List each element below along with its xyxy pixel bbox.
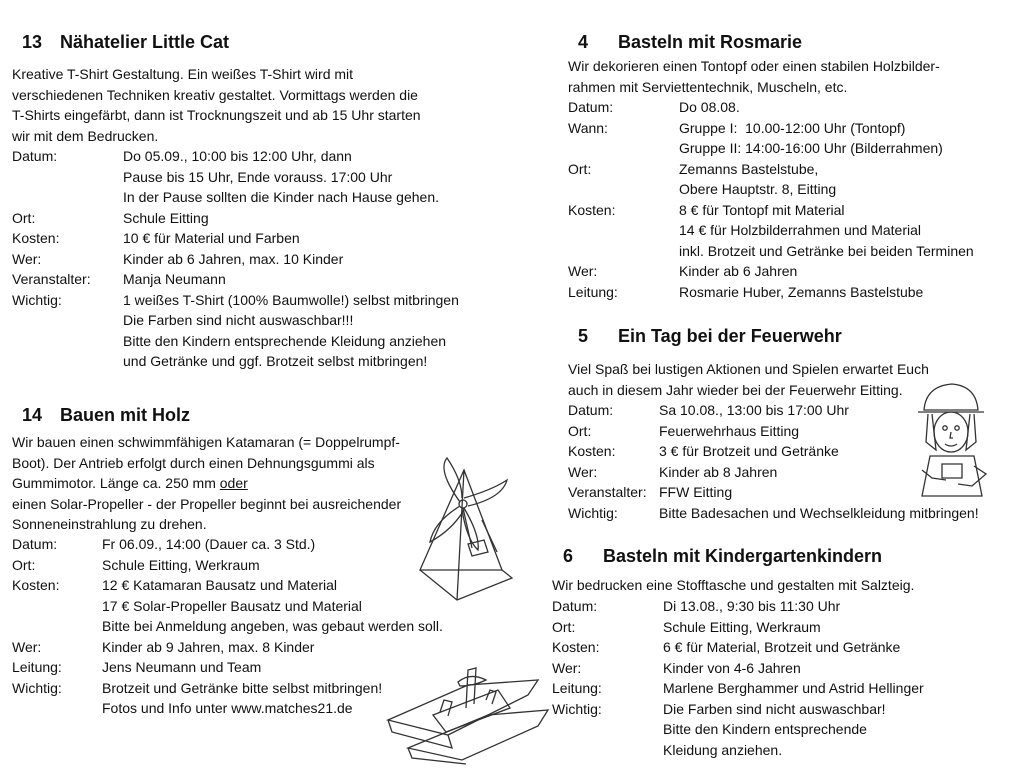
- section-6-title: Basteln mit Kindergartenkindern: [603, 546, 883, 566]
- section-6-details: [552, 596, 924, 760]
- detail-value: 10 € für Material und Farben: [123, 230, 300, 246]
- detail-value: 6 € für Material, Brotzeit und Getränke: [663, 639, 901, 655]
- solar-propeller-sketch: [412, 450, 522, 620]
- detail-label: Wer:: [12, 638, 42, 655]
- s14-detail-row: [12, 555, 443, 576]
- detail-value: Jens Neumann und Team: [102, 659, 262, 675]
- detail-label: Leitung:: [12, 659, 62, 675]
- detail-label: Wichtig:: [568, 504, 618, 521]
- detail-value: Schule Eitting, Werkraum: [663, 618, 821, 635]
- section-14-intro-part2: einen Solar-Propeller - der Propeller beginnt bei ausreichender Sonneneinstrahlung zu drehen.: [12, 495, 402, 532]
- detail-value: Brotzeit und Getränke bitte selbst mitbringen! Fotos und Info unter www.matches21.de: [102, 679, 383, 716]
- section-14-title: Bauen mit Holz: [60, 405, 191, 425]
- section-14-intro-underlined: oder: [219, 475, 248, 491]
- section-14-heading: [22, 405, 190, 426]
- detail-value: Gruppe I: 10.00-12:00 Uhr (Tontopf) Gruppe II: 14:00-16:00 Uhr (Bilderrahmen): [679, 119, 943, 156]
- section-14-intro: [12, 432, 401, 535]
- s4-detail-row: [568, 159, 974, 200]
- detail-label: Wichtig:: [12, 679, 62, 696]
- detail-value: Sa 10.08., 13:00 bis 17:00 Uhr: [659, 402, 849, 418]
- detail-label: Datum:: [12, 148, 58, 164]
- section-5-title: Ein Tag bei der Feuerwehr: [618, 326, 842, 346]
- section-6-intro: Wir bedrucken eine Stofftasche und gestalten mit Salzteig.: [552, 577, 915, 593]
- s14-detail-row: [12, 534, 443, 555]
- detail-value: Kinder ab 6 Jahren, max. 10 Kinder: [123, 250, 344, 267]
- detail-value: Schule Eitting, Werkraum: [102, 556, 260, 573]
- detail-value: Do 05.09., 10:00 bis 12:00 Uhr, dann Pause bis 15 Uhr, Ende vorauss. 17:00 Uhr In der Pause sollten die Kinder nach Hause gehen.: [123, 148, 439, 205]
- section-4-details: [568, 97, 974, 302]
- detail-label: Kosten:: [12, 577, 60, 593]
- detail-value: 1 weißes T-Shirt (100% Baumwolle!) selbst mitbringen Die Farben sind nicht auswaschbar!!! Bitte den Kindern entsprechende Kleidung anziehen und Getränke und ggf. Brotzeit selbst mitbringen!: [123, 291, 459, 369]
- detail-label: Kosten:: [552, 639, 600, 655]
- s13-detail-row: [12, 146, 459, 208]
- s13-detail-row: [12, 228, 459, 249]
- section-4-heading: [578, 32, 802, 53]
- s4-detail-row: [568, 118, 974, 159]
- s13-detail-row: [12, 290, 459, 372]
- detail-value: Rosmarie Huber, Zemanns Bastelstube: [679, 283, 924, 300]
- detail-label: Leitung:: [568, 283, 618, 300]
- detail-label: Veranstalter:: [568, 484, 647, 500]
- section-4-title: Basteln mit Rosmarie: [618, 32, 803, 52]
- section-5-heading: [578, 326, 842, 347]
- s6-detail-row: [552, 596, 924, 617]
- detail-value: Bitte Badesachen und Wechselkleidung mitbringen!: [659, 504, 979, 521]
- section-5-number: 5: [578, 326, 589, 346]
- detail-value: 12 € Katamaran Bausatz und Material 17 € Solar-Propeller Bausatz und Material Bitte bei Anmeldung angeben, was gebaut werden soll.: [102, 577, 443, 634]
- detail-label: Wichtig:: [12, 291, 62, 308]
- detail-label: Datum:: [568, 99, 614, 115]
- detail-label: Veranstalter:: [12, 271, 91, 287]
- s13-detail-row: [12, 249, 459, 270]
- detail-label: Ort:: [12, 209, 36, 226]
- detail-label: Wer:: [568, 263, 598, 279]
- detail-label: Datum:: [552, 598, 598, 614]
- detail-value: Feuerwehrhaus Eitting: [659, 422, 800, 439]
- detail-value: Zemanns Bastelstube, Obere Hauptstr. 8, Eitting: [679, 160, 837, 197]
- detail-label: Kosten:: [12, 230, 60, 246]
- section-4-intro: Wir dekorieren einen Tontopf oder einen stabilen Holzbilder- rahmen mit Serviettentechnik, Muscheln, etc.: [568, 58, 940, 95]
- section-4-number: 4: [578, 32, 589, 52]
- detail-value: Do 08.08.: [679, 99, 740, 115]
- detail-label: Ort:: [12, 556, 36, 573]
- s4-detail-row: [568, 282, 974, 303]
- detail-label: Wichtig:: [552, 700, 602, 717]
- section-6-number: 6: [563, 546, 574, 566]
- section-14-intro-part1: Wir bauen einen schwimmfähigen Katamaran (= Doppelrumpf- Boot). Der Antrieb erfolgt durch einen Dehnungsgummi als Gummimotor. Länge ca. 250 mm: [12, 434, 400, 491]
- s14-detail-row: [12, 637, 443, 658]
- detail-label: Kosten:: [568, 443, 616, 459]
- detail-value: Fr 06.09., 14:00 (Dauer ca. 3 Std.): [102, 536, 316, 552]
- section-13-heading: [22, 32, 229, 53]
- section-5-intro: Viel Spaß bei lustigen Aktionen und Spielen erwartet Euch auch in diesem Jahr wieder bei der Feuerwehr Eitting.: [568, 361, 929, 398]
- s6-detail-row: [552, 699, 924, 761]
- detail-label: Datum:: [12, 536, 58, 552]
- firefighter-sketch: [912, 378, 992, 508]
- detail-label: Wer:: [12, 250, 42, 267]
- detail-value: Manja Neumann: [123, 271, 226, 287]
- detail-label: Wer:: [568, 463, 598, 480]
- detail-label: Ort:: [568, 422, 592, 439]
- section-6-heading: [563, 546, 882, 567]
- detail-label: Ort:: [552, 618, 576, 635]
- detail-label: Wer:: [552, 659, 582, 676]
- detail-value: FFW Eitting: [659, 484, 733, 500]
- detail-value: Die Farben sind nicht auswaschbar! Bitte den Kindern entsprechende Kleidung anziehen.: [663, 700, 886, 758]
- section-13-intro: Kreative T-Shirt Gestaltung. Ein weißes T-Shirt wird mit verschiedenen Techniken kreativ gestaltet. Vormittags werden die T-Shirts eingefärbt, dann ist Trocknungszeit und ab 15 Uhr starten wir mit dem Bedrucken.: [12, 66, 421, 144]
- detail-value: Kinder ab 6 Jahren: [679, 263, 798, 279]
- detail-value: 8 € für Tontopf mit Material 14 € für Holzbilderrahmen und Material inkl. Brotzeit und Getränke bei beiden Terminen: [679, 201, 974, 259]
- detail-value: Di 13.08., 9:30 bis 11:30 Uhr: [663, 598, 841, 614]
- s13-detail-row: [12, 269, 459, 290]
- section-14-number: 14: [22, 405, 43, 425]
- s4-detail-row: [568, 261, 974, 282]
- detail-label: Datum:: [568, 402, 614, 418]
- s4-detail-row: [568, 97, 974, 118]
- s6-detail-row: [552, 637, 924, 658]
- detail-label: Ort:: [568, 160, 592, 177]
- catamaran-sketch: [378, 660, 553, 765]
- detail-value: Kinder ab 8 Jahren: [659, 463, 778, 480]
- detail-value: Kinder ab 9 Jahren, max. 8 Kinder: [102, 638, 315, 655]
- s14-detail-row: [12, 575, 443, 637]
- detail-value: Schule Eitting: [123, 209, 209, 226]
- detail-value: Kinder von 4-6 Jahren: [663, 659, 801, 676]
- s13-detail-row: [12, 208, 459, 229]
- detail-label: Leitung:: [552, 680, 602, 696]
- section-13-details: [12, 146, 459, 372]
- section-13-title: Nähatelier Little Cat: [60, 32, 230, 52]
- section-13-number: 13: [22, 32, 43, 52]
- s6-detail-row: [552, 617, 924, 638]
- detail-label: Kosten:: [568, 201, 616, 218]
- detail-label: Wann:: [568, 119, 608, 136]
- detail-value: 3 € für Brotzeit und Getränke: [659, 443, 839, 459]
- s6-detail-row: [552, 678, 924, 699]
- s4-detail-row: [568, 200, 974, 262]
- detail-value: Marlene Berghammer und Astrid Hellinger: [663, 680, 924, 696]
- s6-detail-row: [552, 658, 924, 679]
